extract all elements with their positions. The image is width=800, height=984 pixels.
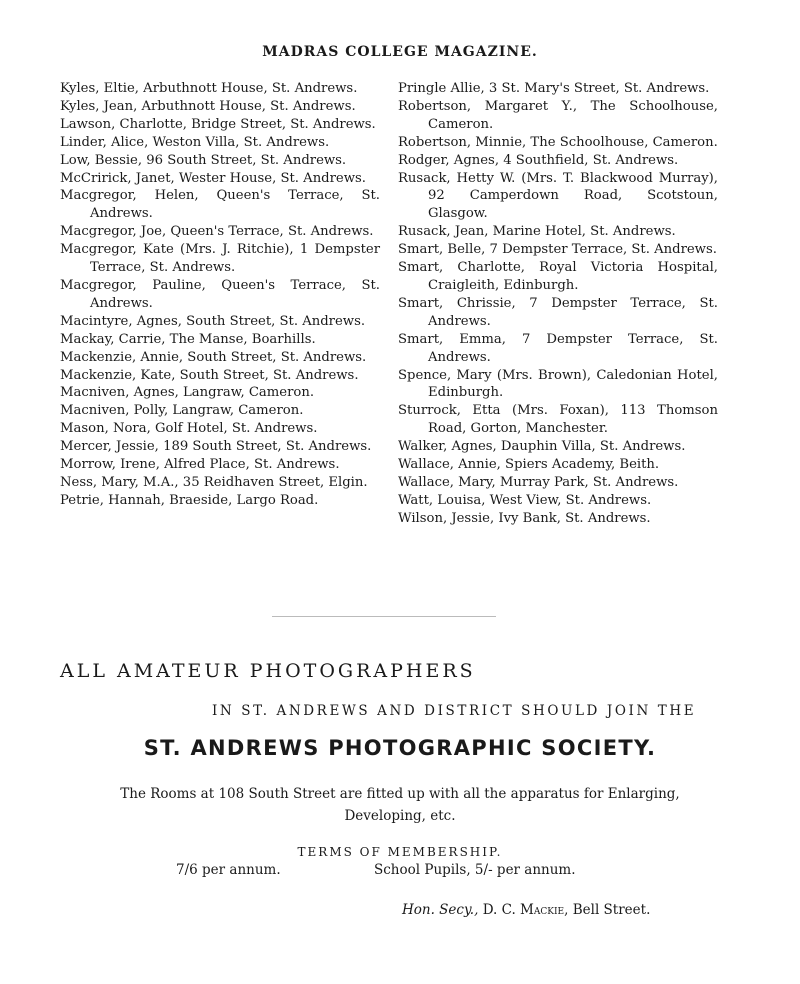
list-item: Mackenzie, Annie, South Street, St. Andrews. — [60, 349, 367, 365]
list-item: Mason, Nora, Golf Hotel, St. Andrews. — [60, 421, 318, 437]
fee-annual: 7/6 per annum. — [176, 862, 281, 878]
list-item: Walker, Agnes, Dauphin Villa, St. Andrews. — [398, 439, 686, 455]
section-divider — [272, 616, 496, 617]
list-item: Smart, Chrissie, 7 Dempster Terrace, St. Andrews. — [398, 295, 718, 329]
list-item: McCririck, Janet, Wester House, St. Andrews. — [60, 170, 366, 186]
list-item: Low, Bessie, 96 South Street, St. Andrews. — [60, 152, 347, 168]
fee-school-pupils: School Pupils, 5/- per annum. — [374, 862, 576, 878]
list-item: Mackenzie, Kate, South Street, St. Andrews. — [60, 367, 359, 383]
list-item: Robertson, Minnie, The Schoolhouse, Cameron. — [398, 134, 718, 150]
list-item: Linder, Alice, Weston Villa, St. Andrews. — [60, 134, 330, 150]
secretary-name: D. C. Mackie, — [482, 902, 569, 918]
list-item: Rusack, Jean, Marine Hotel, St. Andrews. — [398, 224, 676, 240]
right-column — [398, 80, 718, 528]
list-item: Watt, Louisa, West View, St. Andrews. — [398, 492, 652, 508]
page-header: MADRAS COLLEGE MAGAZINE. — [262, 44, 538, 60]
list-item: Wallace, Annie, Spiers Academy, Beith. — [398, 457, 660, 473]
left-column — [60, 80, 380, 510]
list-item: Macintyre, Agnes, South Street, St. Andrews. — [60, 313, 366, 329]
secretary-address: Bell Street. — [572, 902, 651, 918]
list-item: Rusack, Hetty W. (Mrs. T. Blackwood Murray), 92 Camperdown Road, Scotstoun, Glasgow. — [398, 170, 718, 222]
list-item: Macgregor, Joe, Queen's Terrace, St. Andrews. — [60, 224, 374, 240]
list-item: Rodger, Agnes, 4 Southfield, St. Andrews. — [398, 152, 679, 168]
list-item: Macniven, Agnes, Langraw, Cameron. — [60, 385, 315, 401]
secretary-line — [402, 902, 650, 918]
list-item: Robertson, Margaret Y., The Schoolhouse, Cameron. — [398, 98, 718, 132]
list-item: Pringle Allie, 3 St. Mary's Street, St. Andrews. — [398, 81, 710, 96]
advert-headline: ALL AMATEUR PHOTOGRAPHERS — [60, 660, 476, 682]
list-item: Smart, Belle, 7 Dempster Terrace, St. Andrews. — [398, 242, 717, 258]
list-item: Macniven, Polly, Langraw, Cameron. — [60, 403, 304, 419]
list-item: Smart, Charlotte, Royal Victoria Hospital, Craigleith, Edinburgh. — [398, 260, 718, 293]
advert-subline: IN ST. ANDREWS AND DISTRICT SHOULD JOIN THE — [212, 703, 697, 719]
list-item: Smart, Emma, 7 Dempster Terrace, St. Andrews. — [398, 331, 718, 365]
rooms-description: The Rooms at 108 South Street are fitted up with all the apparatus for Enlarging, Developing, etc. — [120, 786, 680, 824]
list-item: Wallace, Mary, Murray Park, St. Andrews. — [398, 474, 679, 490]
list-item: Lawson, Charlotte, Bridge Street, St. Andrews. — [60, 116, 376, 132]
list-item: Ness, Mary, M.A., 35 Reidhaven Street, Elgin. — [60, 474, 368, 490]
list-item: Mackay, Carrie, The Manse, Boarhills. — [60, 331, 316, 347]
secretary-title: Hon. Secy., — [402, 902, 479, 918]
list-item: Wilson, Jessie, Ivy Bank, St. Andrews. — [398, 510, 651, 526]
list-item: Spence, Mary (Mrs. Brown), Caledonian Hotel, Edinburgh. — [398, 367, 718, 401]
list-item: Kyles, Jean, Arbuthnott House, St. Andrews. — [60, 98, 356, 114]
list-item: Macgregor, Kate (Mrs. J. Ritchie), 1 Dempster Terrace, St. Andrews. — [60, 242, 380, 276]
list-item: Morrow, Irene, Alfred Place, St. Andrews. — [60, 457, 340, 473]
list-item: Macgregor, Helen, Queen's Terrace, St. Andrews. — [60, 188, 380, 222]
society-name: ST. ANDREWS PHOTOGRAPHIC SOCIETY. — [143, 736, 657, 760]
list-item: Macgregor, Pauline, Queen's Terrace, St. Andrews. — [60, 277, 380, 311]
list-item: Mercer, Jessie, 189 South Street, St. Andrews. — [60, 439, 372, 455]
terms-heading: TERMS OF MEMBERSHIP. — [297, 845, 503, 859]
list-item: Sturrock, Etta (Mrs. Foxan), 113 Thomson Road, Gorton, Manchester. — [398, 403, 718, 437]
list-item: Kyles, Eltie, Arbuthnott House, St. Andrews. — [60, 81, 358, 96]
list-item: Petrie, Hannah, Braeside, Largo Road. — [60, 492, 319, 508]
